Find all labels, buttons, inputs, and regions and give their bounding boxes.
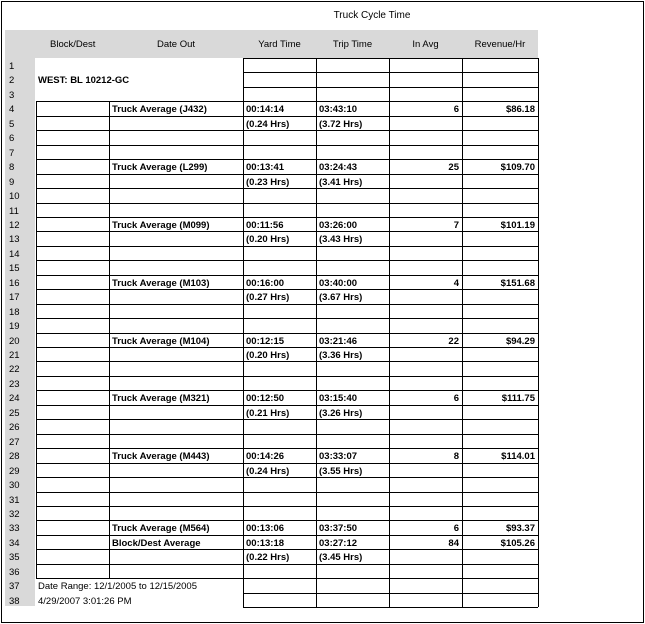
trip-time: 03:43:10 [319,104,358,116]
row-number: 36 [9,566,20,578]
row-number: 3 [9,89,15,101]
grid-line [316,58,317,607]
yard-hours: (0.20 Hrs) [246,350,290,361]
yard-time: 00:12:15 [246,335,285,347]
row-number: 29 [9,465,20,477]
block-label: WEST: BL 10212-GC [38,75,130,87]
revenue-per-hour: $93.37 [505,523,535,535]
yard-time: 00:14:26 [246,451,285,463]
yard-time: 00:12:50 [246,393,285,405]
row-number: 27 [9,436,20,448]
in-avg: 84 [448,537,459,549]
yard-time: 00:13:41 [246,162,285,174]
in-avg: 6 [453,104,459,116]
column-header: Yard Time [258,39,301,50]
trip-time: 03:21:46 [319,335,358,347]
grid-line [243,87,538,88]
trip-hours: (3.36 Hrs) [319,350,363,361]
trip-time: 03:37:50 [319,523,358,535]
row-number: 25 [9,407,20,419]
truck-average-label: Truck Average (M321) [112,393,210,405]
truck-average-label: Truck Average (M104) [112,335,210,347]
row-number: 12 [9,219,20,231]
block-average-label: Block/Dest Average [112,537,201,549]
row-number: 2 [9,75,15,87]
trip-time: 03:27:12 [319,537,358,549]
trip-time: 03:24:43 [319,162,358,174]
row-number: 13 [9,234,20,246]
column-header: Block/Dest [50,39,96,50]
row-number: 18 [9,306,20,318]
row-number: 20 [9,335,20,347]
yard-hours: (0.27 Hrs) [246,292,290,304]
row-number: 4 [9,104,15,116]
row-number: 33 [9,523,20,535]
row-number: 24 [9,393,20,405]
yard-time: 00:16:00 [246,277,285,289]
in-avg: 25 [448,162,459,174]
row-number: 5 [9,118,15,130]
revenue-per-hour: $86.18 [505,104,535,116]
revenue-per-hour: $151.68 [500,277,535,289]
row-number: 14 [9,248,20,260]
column-header: Revenue/Hr [474,39,526,50]
grid-line [538,58,539,607]
row-number: 11 [9,205,19,217]
grid-line [36,101,37,578]
row-number: 10 [9,191,20,203]
row-number: 17 [9,292,20,304]
report-title: Truck Cycle Time [333,10,411,21]
row-number: 35 [9,552,20,564]
grid-line [243,593,538,594]
trip-time: 03:40:00 [319,277,358,289]
row-number: 1 [9,61,15,72]
yard-time: 00:13:06 [246,523,285,535]
yard-hours: (0.24 Hrs) [246,465,290,477]
yard-hours: (0.21 Hrs) [246,407,290,419]
yard-time: 00:14:14 [246,104,285,116]
grid-line [243,607,538,608]
in-avg: 7 [453,219,459,231]
grid-line [243,72,538,73]
trip-time: 03:26:00 [319,219,358,231]
row-number: 21 [9,350,20,361]
row-number: 19 [9,321,20,333]
date-range: Date Range: 12/1/2005 to 12/15/2005 [38,581,197,593]
row-number: 22 [9,364,20,376]
truck-average-label: Truck Average (J432) [112,104,207,116]
revenue-per-hour: $114.01 [501,451,535,463]
revenue-per-hour: $101.19 [500,219,535,231]
truck-average-label: Truck Average (M443) [112,451,210,463]
trip-time: 03:33:07 [319,451,358,463]
trip-hours: (3.41 Hrs) [319,176,363,188]
row-number: 37 [9,581,20,593]
trip-hours: (3.43 Hrs) [319,234,363,246]
truck-average-label: Truck Average (M099) [112,219,210,231]
revenue-per-hour: $94.29 [505,335,535,347]
row-number: 38 [9,595,20,607]
yard-time: 00:11:56 [246,219,284,231]
in-avg: 6 [453,393,459,405]
row-number: 6 [9,133,15,145]
revenue-per-hour: $111.75 [501,393,535,405]
row-number: 32 [9,508,20,520]
yard-hours: (0.20 Hrs) [246,234,290,246]
revenue-per-hour: $105.26 [500,537,535,549]
column-header: In Avg [412,39,439,50]
yard-time: 00:13:18 [246,537,285,549]
row-number: 28 [9,451,20,463]
trip-hours: (3.26 Hrs) [319,407,363,419]
grid-line [243,58,244,607]
trip-hours: (3.67 Hrs) [319,292,363,304]
trip-time: 03:15:40 [319,393,358,405]
trip-hours: (3.72 Hrs) [319,118,363,130]
revenue-per-hour: $109.70 [500,162,535,174]
column-header: Trip Time [332,39,373,50]
column-header: Date Out [156,39,196,50]
printed-timestamp: 4/29/2007 3:01:26 PM [38,595,132,607]
truck-average-label: Truck Average (M564) [112,523,210,535]
row-number: 16 [9,277,20,289]
row-number: 8 [9,162,15,174]
row-number: 26 [9,422,20,434]
yard-hours: (0.24 Hrs) [246,118,290,130]
in-avg: 6 [453,523,459,535]
truck-average-label: Truck Average (M103) [112,277,210,289]
row-number: 7 [9,147,15,159]
row-number: 9 [9,176,15,188]
row-number: 23 [9,378,20,390]
trip-hours: (3.55 Hrs) [319,465,363,477]
yard-hours: (0.23 Hrs) [246,176,290,188]
in-avg: 4 [453,277,459,289]
grid-line [109,101,110,578]
in-avg: 22 [448,335,459,347]
row-number: 31 [9,494,20,506]
truck-average-label: Truck Average (L299) [112,162,208,174]
grid-line [243,58,538,59]
yard-hours: (0.22 Hrs) [246,552,290,564]
trip-hours: (3.45 Hrs) [319,552,363,564]
row-number: 30 [9,480,20,492]
row-number: 15 [9,263,20,275]
in-avg: 8 [453,451,459,463]
row-number: 34 [9,537,20,549]
